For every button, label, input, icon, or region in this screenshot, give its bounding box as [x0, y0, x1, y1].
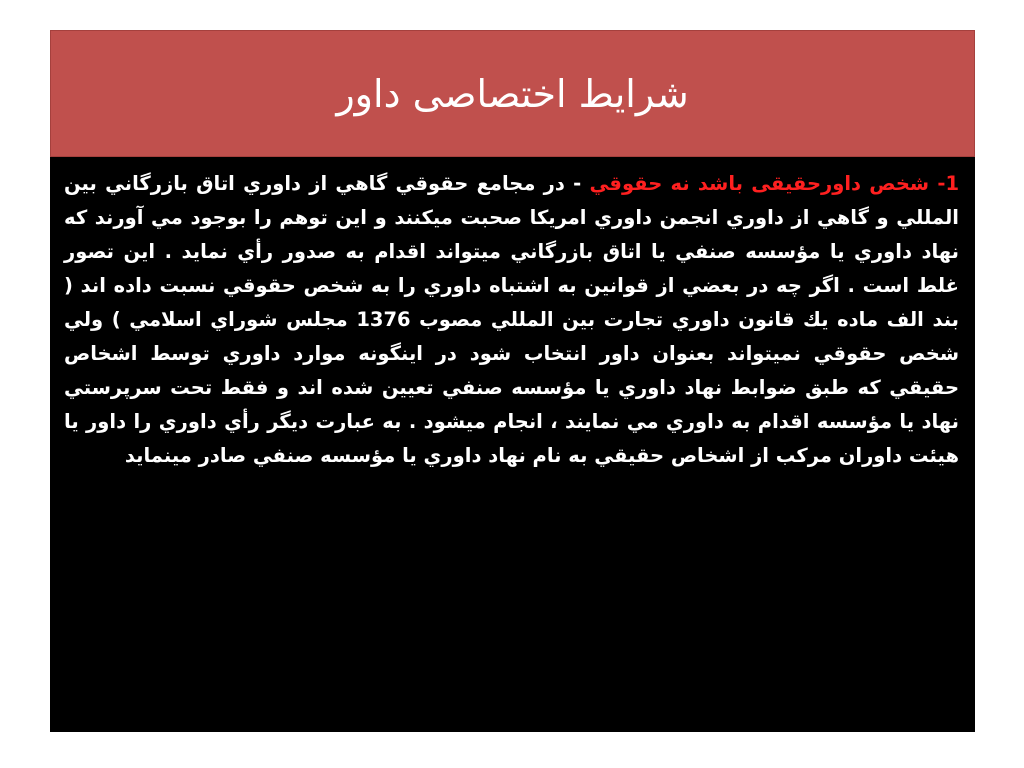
title-bar — [50, 30, 975, 157]
body-paragraph — [64, 167, 959, 473]
highlight-heading: 1- شخص داورحقیقی باشد نه حقوقي — [589, 172, 960, 195]
body-text: در مجامع حقوقي گاهي از داوري اتاق بازرگاني بين المللي و گاهي از داوري انجمن داوري امريكا صحبت ميكنند و اين توهم را بوجود مي آورند كه نهاد داوري يا مؤسسه صنفي يا اتاق بازرگاني ميتواند اقدام به صدور رأي نمايد . اين تصور غلط است . اگر چه در بعضي از قوانين به اشتباه داوري را به شخص حقوقي نسبت داده اند ( بند الف ماده يك قانون داوري تجارت بين المللي مصوب 1376 مجلس شوراي اسلامي ) ولي شخص حقوقي نميتواند بعنوان داور انتخاب شود در اينگونه موارد داوري توسط اشخاص حقيقي كه طبق ضوابط نهاد داوري يا مؤسسه صنفي تعيين شده اند و فقط تحت سرپرستي نهاد يا مؤسسه اقدام به داوري مي نمايند ، انجام ميشود . به عبارت ديگر رأي داوري را داور يا هيئت داوران مركب از اشخاص حقيقي به نام نهاد داوري يا مؤسسه صنفي صادر مينمايد — [64, 172, 959, 467]
content-area — [50, 157, 975, 732]
slide-title: شرایط اختصاصی داور — [336, 71, 689, 116]
slide — [50, 30, 975, 732]
heading-dash: - — [564, 172, 590, 195]
